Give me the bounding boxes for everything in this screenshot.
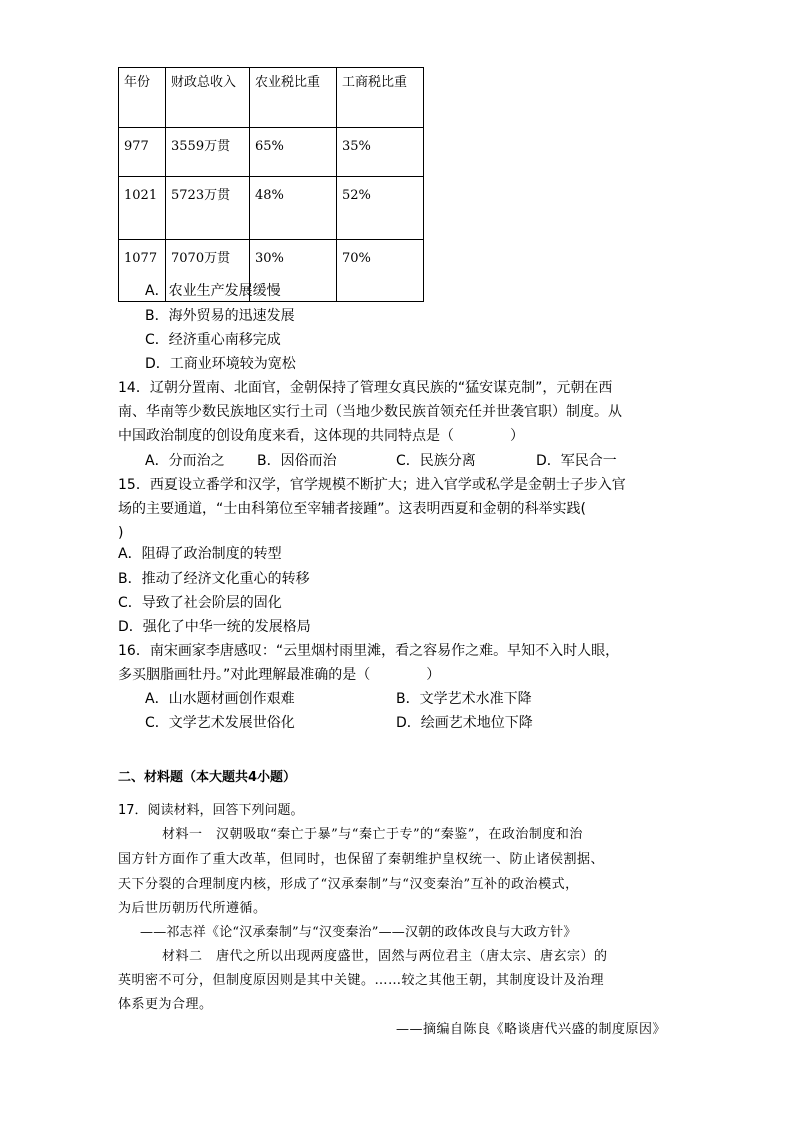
q13-option-c: C．经济重心南移完成 bbox=[145, 332, 281, 348]
q16-option-a: A．山水题材画创作艰难 bbox=[145, 691, 295, 707]
table-cell: 1077 bbox=[119, 240, 166, 302]
q13-option-b: B．海外贸易的迅速发展 bbox=[145, 308, 295, 324]
q15-option-c: C．导致了社会阶层的固化 bbox=[118, 595, 282, 611]
q14-option-d: D．军民合一 bbox=[536, 453, 617, 469]
table-cell: 977 bbox=[119, 128, 166, 177]
material-two-line: 材料二 唐代之所以出现两度盛世，固然与两位君主（唐太宗、唐玄宗）的 bbox=[162, 949, 608, 964]
q17-intro: 17．阅读材料，回答下列问题。 bbox=[118, 803, 304, 818]
q16-option-c: C．文学艺术发展世俗化 bbox=[145, 715, 295, 731]
q15-option-a: A．阻碍了政治制度的转型 bbox=[118, 546, 282, 562]
q14-stem-line: 14．辽朝分置南、北面官，金朝保持了管理女真民族的“猛安谋克制”，元朝在西 bbox=[118, 380, 613, 396]
table-header-row bbox=[119, 68, 424, 128]
material-one-source: ——祁志祥《论“汉承秦制”与“汉变秦治”——汉朝的政体改良与大政方针》 bbox=[140, 925, 577, 940]
q14-option-c: C．民族分离 bbox=[396, 453, 476, 469]
table-cell: 35% bbox=[337, 128, 424, 177]
material-two-line: 体系更为合理。 bbox=[118, 997, 213, 1012]
table-header-cell: 年份 bbox=[119, 68, 166, 128]
q15-option-d: D．强化了中华一统的发展格局 bbox=[118, 619, 311, 635]
table-header-cell: 财政总收入 bbox=[166, 68, 250, 128]
material-two-source: ——摘编自陈良《略谈唐代兴盛的制度原因》 bbox=[396, 1022, 667, 1037]
table-header-cell: 农业税比重 bbox=[250, 68, 337, 128]
material-one-line: 天下分裂的合理制度内核，形成了“汉承秦制”与“汉变秦治”互补的政治模式， bbox=[118, 877, 579, 892]
table-cell: 1021 bbox=[119, 177, 166, 240]
q14-option-a: A．分而治之 bbox=[145, 453, 225, 469]
table-row bbox=[119, 128, 424, 177]
q15-option-b: B．推动了经济文化重心的转移 bbox=[118, 571, 310, 587]
q14-option-b: B．因俗而治 bbox=[257, 453, 337, 469]
table-cell: 70% bbox=[337, 240, 424, 302]
q16-option-d: D．绘画艺术地位下降 bbox=[396, 715, 533, 731]
table-cell: 3559万贯 bbox=[166, 128, 250, 177]
table-row bbox=[119, 177, 424, 240]
fiscal-revenue-table bbox=[118, 67, 424, 302]
q15-stem-line: 15．西夏设立番学和汉学，官学规模不断扩大；进入官学或私学是金朝士子步入官 bbox=[118, 477, 626, 493]
q14-stem-line: 中国政治制度的创设角度来看，这体现的共同特点是（ ） bbox=[118, 428, 524, 444]
q13-option-d: D．工商业环境较为宽松 bbox=[145, 356, 296, 372]
q14-stem-line: 南、华南等少数民族地区实行土司（当地少数民族首领充任并世袭官职）制度。从 bbox=[118, 404, 622, 420]
table-header-cell: 工商税比重 bbox=[337, 68, 424, 128]
material-one-line: 国方针方面作了重大改革，但同时，也保留了秦朝维护皇权统一、防止诸侯割据、 bbox=[118, 852, 605, 867]
q15-stem-line: 场的主要通道，“士由科第位至宰辅者接踵”。这表明西夏和金朝的科举实践( bbox=[118, 501, 586, 517]
material-one-line: 材料一 汉朝吸取“秦亡于暴”与“秦亡于专”的“秦鉴”，在政治制度和治 bbox=[162, 827, 583, 842]
table-cell: 52% bbox=[337, 177, 424, 240]
table-cell: 7070万贯 bbox=[166, 240, 250, 302]
table-cell: 30% bbox=[250, 240, 337, 302]
table-cell: 5723万贯 bbox=[166, 177, 250, 240]
material-two-line: 英明密不可分，但制度原因则是其中关键。……较之其他王朝，其制度设计及治理 bbox=[118, 973, 605, 988]
q16-option-b: B．文学艺术水准下降 bbox=[396, 691, 532, 707]
q16-stem-line: 多买胭脂画牡丹。”对此理解最准确的是（ ） bbox=[118, 667, 441, 683]
q15-stem-line: ) bbox=[118, 525, 124, 541]
q13-option-a: A．农业生产发展缓慢 bbox=[145, 283, 281, 299]
table-cell: 48% bbox=[250, 177, 337, 240]
section-title: 二、材料题（本大题共4小题） bbox=[118, 770, 297, 785]
q16-stem-line: 16．南宋画家李唐感叹：“云里烟村雨里滩，看之容易作之难。早知不入时人眼， bbox=[118, 643, 620, 659]
table-cell: 65% bbox=[250, 128, 337, 177]
material-one-line: 为后世历朝历代所遵循。 bbox=[118, 901, 267, 916]
